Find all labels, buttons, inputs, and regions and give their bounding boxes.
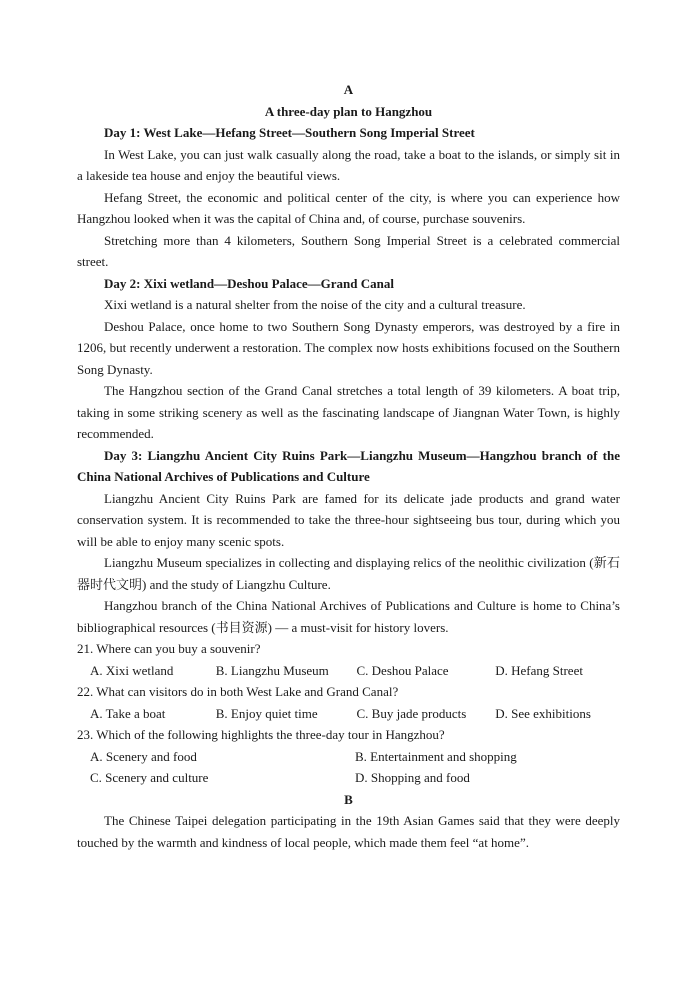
- day1-paragraph: In West Lake, you can just walk casually along the road, take a boat to the islands, or simply sit in a lakeside tea house and enjoy the beautiful views.: [77, 146, 620, 183]
- option-c: C. Deshou Palace: [356, 662, 449, 678]
- section-a-label: A: [343, 82, 354, 97]
- option-a: A. Xixi wetland: [90, 662, 174, 678]
- question-23: 23. Which of the following highlights the three-day tour in Hangzhou?: [77, 727, 445, 742]
- day3-paragraph: Hangzhou branch of the China National Archives of Publications and Culture is home to China’s bibliographical resources (书目资源) — a must-visit for history lovers.: [77, 598, 620, 635]
- option-c: C. Scenery and culture: [90, 770, 209, 785]
- section-a-title: A three-day plan to Hangzhou: [264, 103, 433, 119]
- option-d: D. See exhibitions: [495, 705, 591, 721]
- option-a: A. Scenery and food: [90, 748, 197, 764]
- question-21: 21. Where can you buy a souvenir?: [77, 641, 261, 656]
- option-b: B. Enjoy quiet time: [215, 705, 318, 721]
- question-23-options-row2: [77, 767, 620, 789]
- question-22-options: [77, 703, 620, 725]
- day3-paragraph: Liangzhu Ancient City Ruins Park are famed for its delicate jade products and grand water conservation system. It is recommended to take the three-hour sightseeing bus tour, during which you will be able to enjoy many scenic spots.: [77, 490, 620, 549]
- day1-paragraph: Hefang Street, the economic and political center of the city, is where you can experience how Hangzhou looked when it was the capital of China and, of course, purchase souvenirs.: [77, 189, 620, 226]
- document-page: [77, 79, 620, 853]
- day2-heading: Day 2: Xixi wetland—Deshou Palace—Grand Canal: [104, 275, 394, 291]
- option-d: D. Shopping and food: [355, 770, 470, 785]
- day2-paragraph: Deshou Palace, once home to two Southern Song Dynasty emperors, was destroyed by a fire in 1206, but recently underwent a restoration. The complex now hosts exhibitions focused on the Southern Song Dynasty.: [77, 318, 620, 377]
- section-b-paragraph: The Chinese Taipei delegation participating in the 19th Asian Games said that they were deeply touched by the warmth and kindness of local people, which made them feel “at home”.: [77, 813, 620, 850]
- option-d: D. Hefang Street: [495, 662, 583, 678]
- day3-heading: Day 3: Liangzhu Ancient City Ruins Park—Liangzhu Museum—Hangzhou branch of the China National Archives of Publications and Culture: [77, 447, 620, 484]
- option-a: A. Take a boat: [90, 705, 166, 721]
- question-22: 22. What can visitors do in both West Lake and Grand Canal?: [77, 684, 399, 699]
- day3-paragraph: Liangzhu Museum specializes in collecting and displaying relics of the neolithic civilization (新石器时代文明) and the study of Liangzhu Culture.: [77, 555, 620, 592]
- day1-heading: Day 1: West Lake—Hefang Street—Southern Song Imperial Street: [104, 125, 475, 140]
- option-c: C. Buy jade products: [356, 705, 467, 721]
- day2-paragraph: Xixi wetland is a natural shelter from the noise of the city and a cultural treasure.: [104, 297, 526, 312]
- option-b: B. Entertainment and shopping: [355, 748, 517, 764]
- question-23-options-row1: [77, 746, 620, 768]
- day2-paragraph: The Hangzhou section of the Grand Canal stretches a total length of 39 kilometers. A boat trip, taking in some striking scenery as well as the fascinating landscape of Jiangnan Water Town, is highly recommended.: [77, 383, 620, 441]
- section-b-label: B: [344, 791, 353, 807]
- question-21-options: [77, 660, 620, 682]
- day1-paragraph: Stretching more than 4 kilometers, Southern Song Imperial Street is a celebrated commercial street.: [77, 232, 620, 269]
- option-b: B. Liangzhu Museum: [215, 662, 329, 678]
